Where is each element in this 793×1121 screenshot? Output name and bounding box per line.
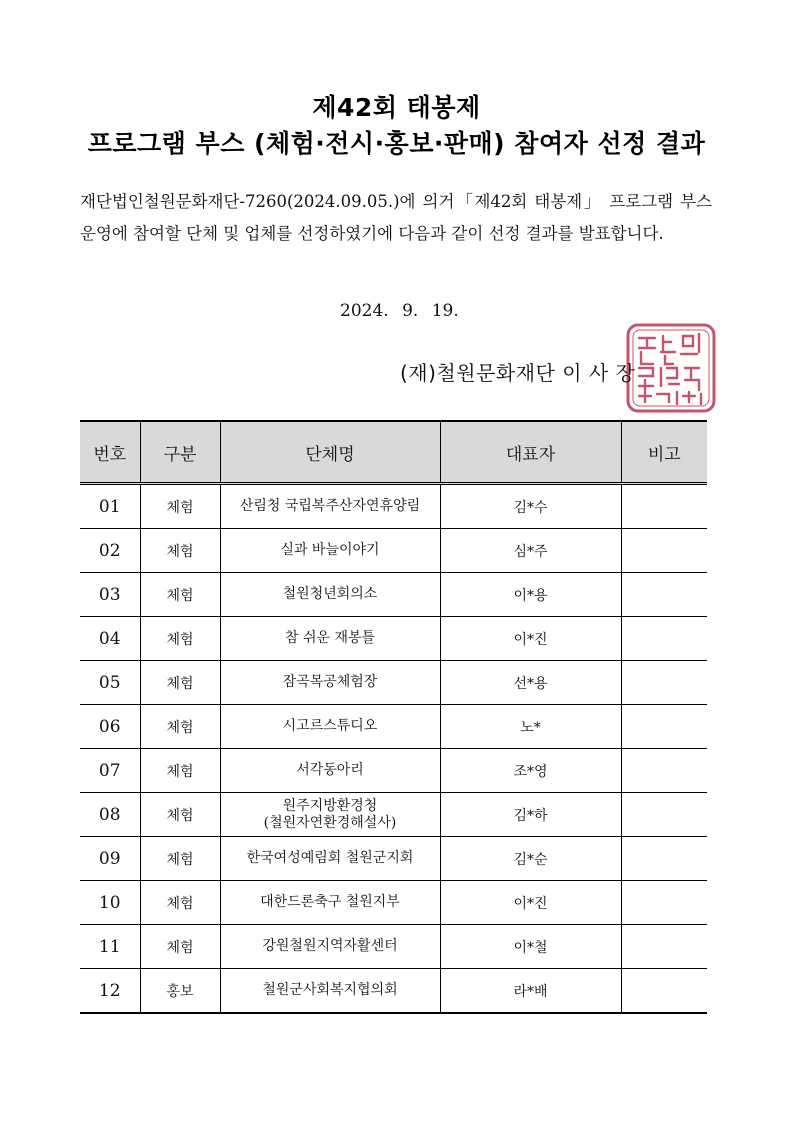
cell-representative: 김*하 [440,793,621,837]
organization-name: 시고르스튜디오 [282,718,378,734]
selection-results-table [80,420,707,1014]
table-header-row [80,421,707,484]
cell-number: 05 [80,661,140,705]
table-row [80,969,707,1014]
cell-organization [220,705,440,749]
cell-category: 체험 [140,484,220,529]
cell-category: 체험 [140,837,220,881]
cell-organization [220,661,440,705]
cell-organization [220,749,440,793]
cell-organization [220,837,440,881]
cell-number: 02 [80,529,140,573]
cell-category: 체험 [140,705,220,749]
cell-representative: 이*용 [440,573,621,617]
organization-name: 대한드론축구 철원지부 [260,894,400,910]
table-row [80,837,707,881]
organization-name-sub: (철원자연환경해설사) [263,814,397,831]
announcement-date: 2024. 9. 19. [340,301,459,321]
cell-category: 홍보 [140,969,220,1014]
header-note: 비고 [621,421,707,484]
cell-representative: 김*순 [440,837,621,881]
cell-organization [220,925,440,969]
cell-number: 08 [80,793,140,837]
cell-category: 체험 [140,881,220,925]
table-row [80,573,707,617]
organization-name: 서각동아리 [296,762,364,778]
issuer-name: (재)철원문화재단 이 사 장 [400,361,636,385]
cell-number: 11 [80,925,140,969]
cell-representative: 노* [440,705,621,749]
cell-representative: 이*진 [440,617,621,661]
cell-category: 체험 [140,617,220,661]
cell-number: 06 [80,705,140,749]
cell-category: 체험 [140,661,220,705]
table-row [80,617,707,661]
cell-organization [220,793,440,837]
cell-representative: 선*용 [440,661,621,705]
page-subtitle: 프로그램 부스 (체험·전시·홍보·판매) 참여자 선정 결과 [87,129,706,158]
cell-note [621,881,707,925]
organization-name: 산림청 국립복주산자연휴양림 [239,498,421,514]
cell-representative: 심*주 [440,529,621,573]
cell-note [621,617,707,661]
cell-number: 04 [80,617,140,661]
cell-note [621,793,707,837]
cell-category: 체험 [140,529,220,573]
cell-representative: 김*수 [440,484,621,529]
official-seal-stamp [625,322,717,414]
organization-name: 원주지방환경청 [282,797,378,814]
cell-note [621,529,707,573]
organization-name: 잠곡목공체험장 [282,674,378,690]
table-row [80,749,707,793]
cell-note [621,705,707,749]
cell-note [621,925,707,969]
cell-organization [220,617,440,661]
cell-organization [220,969,440,1014]
cell-number: 10 [80,881,140,925]
cell-number: 12 [80,969,140,1014]
organization-name: 철원청년회의소 [282,586,378,602]
cell-number: 01 [80,484,140,529]
cell-organization [220,484,440,529]
cell-note [621,969,707,1014]
header-number: 번호 [80,421,140,484]
table-row [80,793,707,837]
header-organization: 단체명 [220,421,440,484]
cell-category: 체험 [140,793,220,837]
header-category: 구분 [140,421,220,484]
cell-category: 체험 [140,749,220,793]
organization-name: 참 쉬운 재봉틀 [284,630,376,646]
intro-paragraph: 재단법인철원문화재단-7260(2024.09.05.)에 의거「제42회 태봉제」 프로그램 부스 운영에 참여할 단체 및 업체를 선정하였기에 다음과 같이 선정 결과를 발표합니다. [80,192,712,243]
table-row [80,705,707,749]
cell-category: 체험 [140,925,220,969]
cell-organization [220,529,440,573]
organization-name: 철원군사회복지협의회 [262,982,398,998]
page-title: 제42회 태봉제 [312,93,481,122]
table-row [80,661,707,705]
cell-note [621,749,707,793]
table-row [80,484,707,529]
cell-representative: 이*진 [440,881,621,925]
cell-representative: 조*영 [440,749,621,793]
organization-name: 강원철원지역자활센터 [262,938,398,954]
table-row [80,925,707,969]
organization-name: 실과 바늘이야기 [280,542,380,558]
cell-category: 체험 [140,573,220,617]
table-row [80,881,707,925]
cell-number: 03 [80,573,140,617]
organization-name: 한국여성예림회 철원군지회 [246,850,414,866]
cell-note [621,573,707,617]
cell-organization [220,573,440,617]
cell-note [621,661,707,705]
cell-organization [220,881,440,925]
cell-note [621,837,707,881]
table-row [80,529,707,573]
cell-representative: 라*배 [440,969,621,1014]
cell-number: 09 [80,837,140,881]
cell-number: 07 [80,749,140,793]
header-representative: 대표자 [440,421,621,484]
cell-representative: 이*철 [440,925,621,969]
cell-note [621,484,707,529]
